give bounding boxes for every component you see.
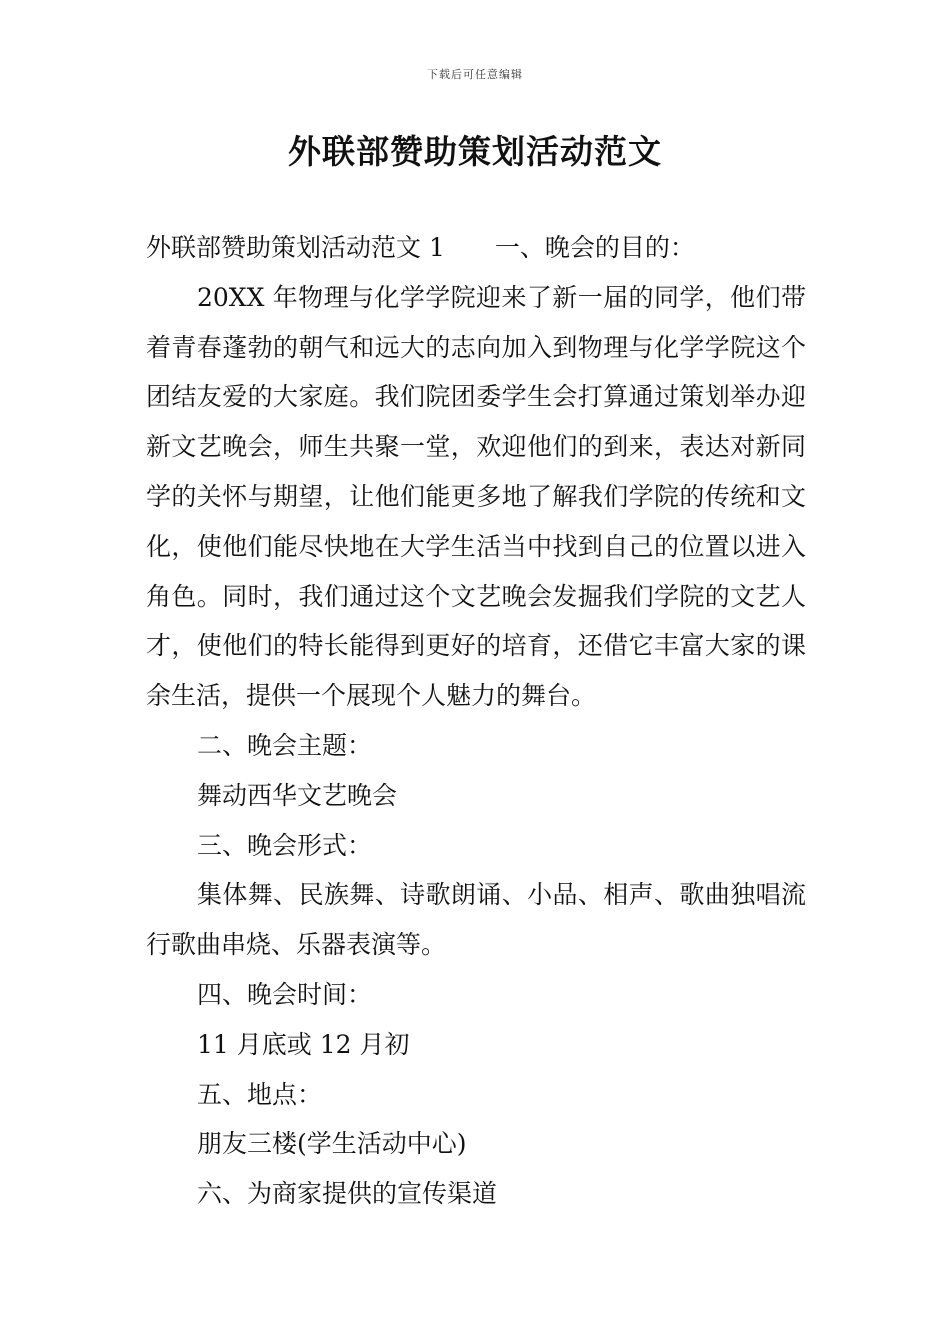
header-note: 下载后可任意编辑: [427, 68, 523, 81]
time-paragraph: 11 月底或 12 月初: [197, 1029, 410, 1059]
form-heading: 三、晚会形式：: [197, 830, 373, 860]
time-heading: 四、晚会时间：: [197, 979, 373, 1009]
document-body: [146, 223, 806, 1219]
intro-line: 外联部赞助策划活动范文 1 一、晚会的目的：: [146, 233, 695, 262]
promo-heading: 六、为商家提供的宣传渠道: [197, 1179, 498, 1209]
theme-heading: 二、晚会主题：: [197, 730, 373, 760]
theme-paragraph: 舞动西华文艺晚会: [197, 780, 398, 810]
venue-heading: 五、地点：: [197, 1079, 323, 1109]
venue-paragraph: 朋友三楼(学生活动中心): [197, 1129, 467, 1159]
document-title: 外联部赞助策划活动范文: [288, 132, 662, 171]
form-paragraph: 集体舞、民族舞、诗歌朗诵、小品、相声、歌曲独唱流行歌曲串烧、乐器表演等。: [146, 880, 806, 960]
purpose-paragraph: 20XX 年物理与化学学院迎来了新一届的同学，他们带着青春蓬勃的朝气和远大的志向加入到物理与化学学院这个团结友爱的大家庭。我们院团委学生会打算通过策划举办迎新文艺晚会，师生共聚一堂，欢迎他们的到来，表达对新同学的关怀与期望，让他们能更多地了解我们学院的传统和文化，使他们能尽快地在大学生活当中找到自己的位置以进入角色。同时，我们通过这个文艺晚会发掘我们学院的文艺人才，使他们的特长能得到更好的培育，还借它丰富大家的课余生活，提供一个展现个人魅力的舞台。: [146, 282, 806, 711]
